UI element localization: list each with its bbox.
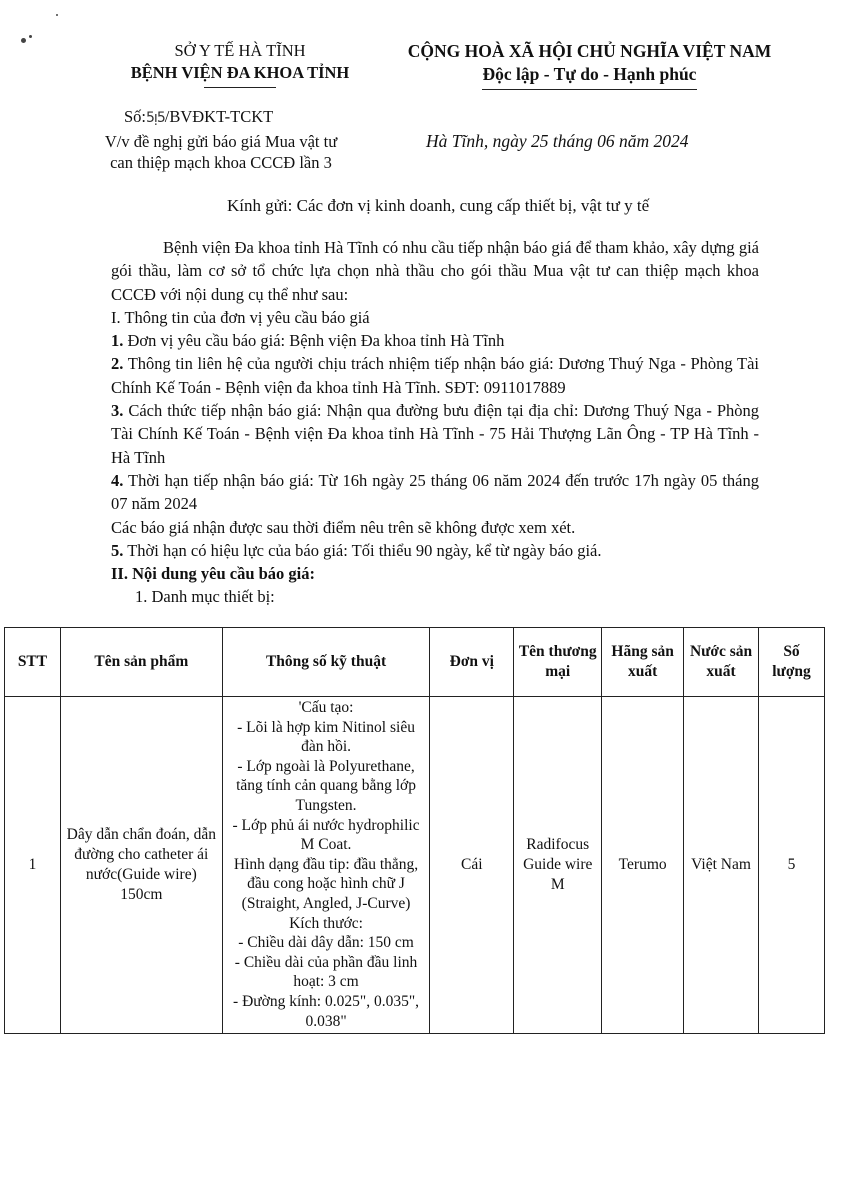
- header-quantity: Số lượng: [759, 628, 825, 697]
- recipient-line: Kính gửi: Các đơn vị kinh doanh, cung cấp thiết bị, vật tư y tế: [227, 196, 650, 215]
- national-motto: Độc lập - Tự do - Hạnh phúc: [482, 64, 697, 84]
- header-divider: [204, 87, 276, 88]
- ref-prefix: Số:: [124, 107, 147, 126]
- spec-line: - Đường kính: 0.025", 0.035", 0.038": [233, 992, 420, 1030]
- cell-product-name: Dây dẫn chẩn đoán, dẫn đường cho catheter ái nước(Guide wire) 150cm: [60, 697, 222, 1034]
- scan-speck: [21, 38, 26, 43]
- header-manufacturer: Hãng sản xuất: [602, 628, 684, 697]
- header-unit: Đơn vị: [430, 628, 514, 697]
- cell-trade-name: Radifocus Guide wire M: [514, 697, 602, 1034]
- cell-stt: 1: [5, 697, 61, 1034]
- equipment-table: [4, 627, 825, 1034]
- spec-line: - Lớp phủ ái nước hydrophilic M Coat.: [232, 816, 420, 854]
- hospital-name: BỆNH VIỆN ĐA KHOA TỈNH: [130, 63, 350, 82]
- cell-specification: [222, 697, 430, 1034]
- cell-unit: Cái: [430, 697, 514, 1034]
- section-1-title: I. Thông tin của đơn vị yêu cầu báo giá: [111, 307, 370, 327]
- item-5: [111, 539, 759, 562]
- document-number: [124, 107, 273, 127]
- subsection-1: 1. Danh mục thiết bị:: [135, 587, 275, 607]
- header-stt: STT: [5, 628, 61, 697]
- spec-line: - Lớp ngoài là Polyurethane, tăng tính cản quang bằng lớp Tungsten.: [236, 757, 417, 814]
- item-3: [111, 399, 759, 469]
- late-note: Các báo giá nhận được sau thời điểm nêu trên sẽ không được xem xét.: [111, 517, 576, 537]
- department-name: SỞ Y TẾ HÀ TĨNH: [174, 41, 306, 60]
- spec-line: 'Cấu tạo:: [298, 699, 354, 716]
- table-header-row: [5, 628, 825, 697]
- letter-body: [111, 236, 759, 609]
- scan-speck: [56, 14, 58, 16]
- spec-line: - Chiều dài của phần đầu linh hoạt: 3 cm: [234, 953, 418, 991]
- table-row: [5, 697, 825, 1034]
- header-trade-name: Tên thương mại: [514, 628, 602, 697]
- item-number: 1.: [111, 331, 124, 351]
- item-4: [111, 469, 759, 516]
- item-number: 5.: [111, 540, 124, 560]
- item-number: 3.: [111, 401, 124, 421]
- cell-quantity: 5: [759, 697, 825, 1034]
- item-text: Thời hạn có hiệu lực của báo giá: Tối thiểu 90 ngày, kể từ ngày báo giá.: [123, 540, 602, 560]
- cell-manufacturer: Terumo: [602, 697, 684, 1034]
- section-2-title-text: II. Nội dung yêu cầu báo giá:: [111, 564, 316, 584]
- item-text: Đơn vị yêu cầu báo giá: Bệnh viện Đa khoa tỉnh Hà Tĩnh: [123, 331, 505, 351]
- item-2: [111, 352, 759, 399]
- scan-speck: [29, 35, 32, 38]
- handwritten-number: 5ᴉ5: [146, 110, 165, 126]
- header-spec: Thông số kỹ thuật: [222, 628, 430, 697]
- spec-line: Hình dạng đầu tip: đầu thẳng, đầu cong hoặc hình chữ J (Straight, Angled, J-Curve): [233, 855, 419, 912]
- item-text: Thông tin liên hệ của người chịu trách nhiệm tiếp nhận báo giá: Dương Thuý Nga - Phòng Tài Chính Kế Toán - Bệnh viện đa khoa tỉnh Hà Tĩnh. SĐT: 0911017889: [111, 354, 759, 397]
- item-1: [111, 329, 759, 352]
- item-number: 2.: [111, 354, 124, 374]
- date-line: Hà Tĩnh, ngày 25 tháng 06 năm 2024: [426, 131, 689, 151]
- item-number: 4.: [111, 470, 124, 490]
- header-name: Tên sản phẩm: [60, 628, 222, 697]
- spec-line: Kích thước:: [289, 914, 363, 932]
- spec-line: - Chiều dài dây dẫn: 150 cm: [238, 934, 414, 952]
- intro-paragraph: Bệnh viện Đa khoa tỉnh Hà Tĩnh có nhu cầu tiếp nhận báo giá để tham khảo, xây dựng giá gói thầu, làm cơ sở tổ chức lựa chọn nhà thầu cho gói thầu Mua vật tư can thiệp mạch khoa CCCĐ với nội dung cụ thể như sau:: [111, 238, 759, 304]
- document-subject: V/v đề nghị gửi báo giá Mua vật tư can thiệp mạch khoa CCCĐ lần 3: [104, 132, 338, 172]
- spec-line: - Lõi là hợp kim Nitinol siêu đàn hồi.: [237, 718, 415, 756]
- issuer-header: [95, 40, 385, 88]
- ref-code: /BVĐKT-TCKT: [164, 107, 274, 126]
- item-text: Cách thức tiếp nhận báo giá: Nhận qua đường bưu điện tại địa chỉ: Dương Thuý Nga - Phòng Tài Chính Kế Toán - Bệnh viện Đa khoa tỉnh Hà Tĩnh - 75 Hải Thượng Lãn Ông - TP Hà Tĩnh - Hà Tĩnh: [111, 401, 759, 467]
- cell-origin: Việt Nam: [684, 697, 759, 1034]
- national-header: [382, 40, 797, 90]
- motto-divider: [482, 89, 697, 90]
- country-name: CỘNG HOÀ XÃ HỘI CHỦ NGHĨA VIỆT NAM: [407, 41, 772, 61]
- section-2-title: [111, 562, 759, 585]
- item-text: Thời hạn tiếp nhận báo giá: Từ 16h ngày 25 tháng 06 năm 2024 đến trước 17h ngày 05 tháng 07 năm 2024: [111, 470, 759, 514]
- header-origin: Nước sản xuất: [684, 628, 759, 697]
